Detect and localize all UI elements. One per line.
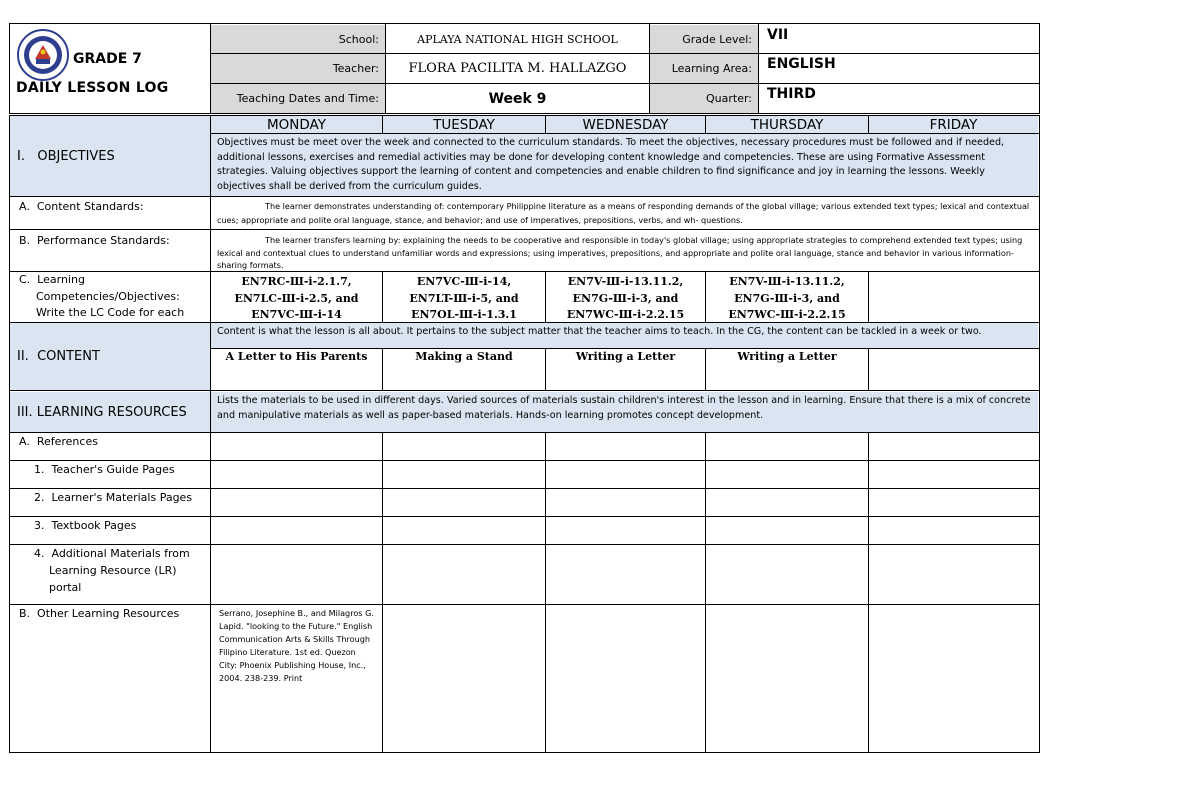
rule — [705, 348, 706, 391]
other-resources-monday: Serrano, Josephine B., and Milagros G. Lapid. "looking to the Future." English Communication Arts & Skills Through Filipino Literature. 1st ed. Quezon City: Phoenix Publishing House, Inc., 2004. 238-239. Print — [219, 608, 374, 683]
rule — [9, 752, 1040, 753]
competency-monday — [211, 272, 382, 322]
grade-level-label: Grade Level: — [650, 25, 758, 53]
textbook-pages-label: 3. Textbook Pages — [34, 519, 137, 532]
rule — [705, 432, 706, 753]
topic-friday — [869, 350, 1038, 370]
rule — [9, 390, 1040, 391]
competencies-label-line1: C. Learning — [19, 273, 85, 286]
day-header-wednesday: WEDNESDAY — [582, 117, 669, 133]
rule — [385, 23, 386, 114]
content-note: Content is what the lesson is all about. It pertains to the subject matter that the teacher aims to teach. In the CG, the content can be tackled in a week or two. — [217, 326, 982, 337]
school-value: APLAYA NATIONAL HIGH SCHOOL — [417, 32, 618, 46]
rule — [1039, 115, 1040, 753]
rule — [382, 271, 383, 323]
competency-thursday — [706, 272, 868, 322]
rule — [210, 115, 211, 753]
rule — [9, 271, 1040, 272]
rule — [868, 271, 869, 323]
rule — [9, 604, 1040, 605]
content-heading: II. CONTENT — [17, 349, 100, 364]
rule — [545, 348, 546, 391]
rule — [9, 488, 1040, 489]
references-label: A. References — [19, 435, 98, 448]
rule — [210, 83, 1040, 84]
competency-line: EN7VC-Ш-i-14, — [416, 275, 512, 288]
grade-title: GRADE 7 — [73, 51, 142, 67]
rule — [545, 432, 546, 753]
rule — [545, 271, 546, 323]
rule — [9, 23, 1040, 24]
competency-line: EN7LT-Ш-i-5, and — [409, 291, 519, 305]
teachers-guide-label: 1. Teacher's Guide Pages — [34, 463, 175, 476]
competency-line: EN7OL-Ш-i-1.3.1 — [411, 308, 517, 321]
competency-line: EN7RC-Ш-i-2.1.7, — [241, 275, 352, 288]
rule — [545, 115, 546, 134]
rule — [868, 348, 869, 391]
competencies-label — [9, 272, 210, 322]
topic-tuesday: Making a Stand — [415, 350, 513, 363]
rule — [705, 271, 706, 323]
rule — [210, 53, 1040, 54]
rule — [382, 115, 383, 134]
content-standards-text: The learner demonstrates understanding of: contemporary Philippine literature as a means of responding demands of the global village; various extended text types; lexical and contextual cues; appropriate and polite oral language, stance, and behavior; and use of imperatives, prepositions, verbs, and wh- questions. — [217, 201, 1030, 225]
rule — [705, 115, 706, 134]
rule — [1039, 23, 1040, 114]
dates-value: Week 9 — [488, 90, 547, 107]
rule — [9, 322, 1040, 323]
objectives-note: Objectives must be meet over the week and connected to the curriculum standards. To meet the objectives, necessary procedures must be followed and if needed, additional lessons, exercises and remedial activities may be done for developing content knowledge and competencies. These are using Formative Assessment strategies. Valuing objectives support the learning of content and competencies and enable children to find significance and joy in learning the lessons. Weekly objectives shall be derived from the curriculum guides. — [217, 137, 1005, 192]
rule — [868, 115, 869, 134]
dates-label: Teaching Dates and Time: — [211, 84, 385, 113]
rule — [758, 23, 759, 114]
performance-standards-text: The learner transfers learning by: explaining the needs to be cooperative and responsible in today's global village; using appropriate strategies to comprehend extended text types; using lexical and contextual clues to understand unfamiliar words and expressions; using imperatives, prepositions, and appropriate and polite oral language, stance and behavior in various information-sharing formats. — [217, 235, 1023, 270]
day-header-thursday: THURSDAY — [750, 117, 824, 133]
content-standards-label: A. Content Standards: — [19, 200, 144, 213]
rule — [9, 196, 1040, 197]
competency-line: EN7G-Ш-i-3, and — [734, 291, 840, 305]
competency-wednesday — [546, 272, 705, 322]
competency-tuesday — [383, 272, 545, 322]
header-logo-block — [9, 24, 210, 114]
deped-seal-icon — [17, 29, 69, 81]
quarter-label: Quarter: — [650, 84, 758, 113]
teacher-label: Teacher: — [211, 54, 385, 83]
topic-thursday: Writing a Letter — [737, 350, 837, 363]
rule — [9, 115, 10, 753]
day-header-monday: MONDAY — [267, 117, 326, 133]
competency-line: EN7LC-Ш-i-2.5, and — [234, 291, 359, 305]
resources-heading: III. LEARNING RESOURCES — [17, 404, 187, 420]
competencies-label-line2: Competencies/Objectives: — [36, 289, 180, 303]
learners-materials-label: 2. Learner's Materials Pages — [34, 491, 193, 504]
rule — [382, 348, 383, 391]
topic-wednesday: Writing a Letter — [575, 350, 676, 363]
learning-area-label: Learning Area: — [650, 54, 758, 83]
rule — [210, 348, 1040, 349]
rule — [9, 115, 1040, 116]
rule — [382, 432, 383, 753]
other-resources-label: B. Other Learning Resources — [19, 607, 180, 620]
learning-area-value: ENGLISH — [767, 56, 836, 72]
topic-monday: A Letter to His Parents — [225, 350, 368, 363]
rule — [9, 460, 1040, 461]
additional-materials-line2: Learning Resource (LR) — [49, 564, 177, 577]
rule — [9, 23, 10, 114]
rule — [9, 432, 1040, 433]
rule — [9, 229, 1040, 230]
competency-line: EN7G-Ш-i-3, and — [572, 291, 679, 305]
rule — [649, 23, 650, 114]
school-label: School: — [211, 25, 385, 53]
rule — [9, 113, 1040, 114]
resources-note: Lists the materials to be used in different days. Varied sources of materials sustain children's interest in the lesson and in learning. Ensure that there is a mix of concrete and manipulative materials as well as paper-based materials. Hands-on learning promotes concept development. — [217, 395, 1031, 421]
competencies-label-line3: Write the LC Code for each — [36, 306, 185, 319]
rule — [210, 23, 211, 114]
competency-line: EN7WC-Ш-i-2.2.15 — [566, 308, 685, 321]
competency-line: EN7WC-Ш-i-2.2.15 — [728, 308, 846, 321]
additional-materials-line3: portal — [49, 581, 82, 594]
teacher-value: FLORA PACILITA M. HALLAZGO — [408, 61, 627, 76]
competency-line: EN7V-Ш-i-13.11.2, — [729, 275, 845, 288]
competency-line: EN7VC-Ш-i-14 — [251, 308, 342, 321]
doc-title: DAILY LESSON LOG — [16, 80, 169, 96]
competency-line: EN7V-Ш-i-13.11.2, — [567, 275, 684, 288]
objectives-heading: I. OBJECTIVES — [17, 148, 115, 164]
day-header-friday: FRIDAY — [929, 117, 978, 133]
rule — [868, 432, 869, 753]
rule — [9, 516, 1040, 517]
rule — [9, 544, 1040, 545]
grade-level-value: VII — [767, 27, 789, 43]
day-header-tuesday: TUESDAY — [433, 117, 495, 133]
additional-materials-label — [9, 545, 210, 605]
quarter-value: THIRD — [767, 86, 816, 102]
additional-materials-line1: 4. Additional Materials from — [34, 547, 190, 560]
performance-standards-label: B. Performance Standards: — [19, 234, 170, 247]
rule — [210, 133, 1040, 134]
